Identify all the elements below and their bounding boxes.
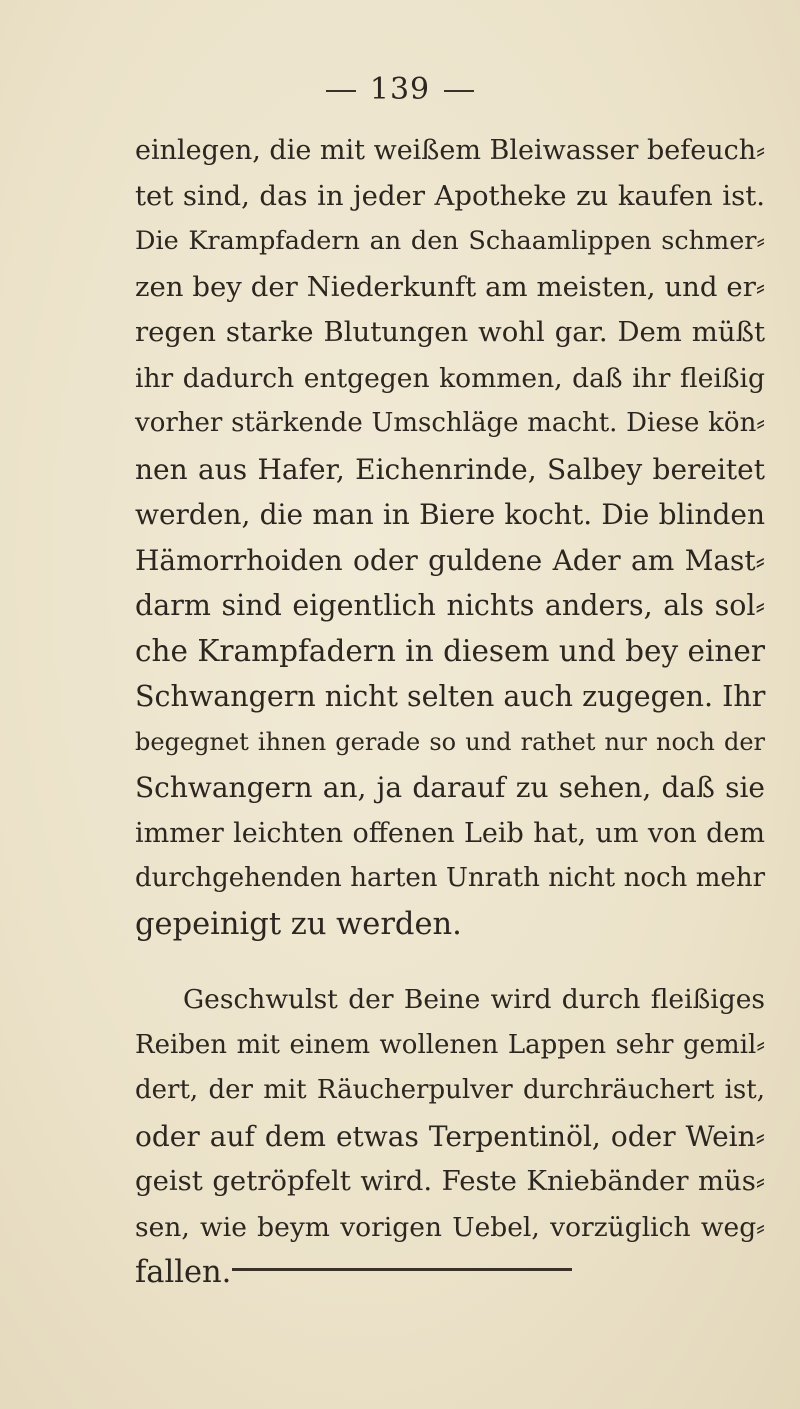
body-text (135, 128, 765, 1296)
text-line: zen bey der Niederkunft am meisten, und er⸗ (135, 270, 765, 303)
text-line: tet sind, das in jeder Apotheke zu kaufen ist. (135, 179, 765, 212)
text-line: einlegen, die mit weißem Bleiwasser befeuch⸗ (135, 135, 766, 166)
header-dash-left (326, 90, 356, 92)
paragraph-2 (135, 977, 765, 1296)
text-line: che Krampfadern in diesem und bey einer (135, 633, 765, 668)
text-line: dert, der mit Räucherpulver durchräuchert ist, (135, 1075, 765, 1105)
text-line: Die Krampfadern an den Schaamlippen schmer⸗ (135, 226, 765, 256)
text-line: immer leichten offenen Leib hat, um von dem (135, 817, 765, 849)
text-line: oder auf dem etwas Terpentinöl, oder Wein⸗ (135, 1119, 765, 1153)
text-line: darm sind eigentlich nichts anders, als sol⸗ (135, 589, 765, 622)
text-line: sen, wie beym vorigen Uebel, vorzüglich weg⸗ (135, 1211, 765, 1243)
paragraph-1 (135, 128, 765, 947)
text-line: ihr dadurch entgegen kommen, daß ihr fleißig (135, 362, 765, 394)
text-line: durchgehenden harten Unrath nicht noch mehr (135, 863, 765, 893)
text-line: begegnet ihnen gerade so und rathet nur noch der (135, 727, 765, 756)
page-header (0, 72, 800, 107)
text-line: werden, die man in Biere kocht. Die blinden (135, 498, 765, 531)
text-line: nen aus Hafer, Eichenrinde, Salbey bereitet (135, 452, 765, 486)
text-line: Geschwulst der Beine wird durch fleißiges (183, 984, 765, 1015)
text-line: regen starke Blutungen wohl gar. Dem müßt (135, 316, 765, 348)
text-line: Schwangern nicht selten auch zugegen. Ihr (135, 680, 766, 713)
text-line: vorher stärkende Umschläge macht. Diese kön⸗ (135, 408, 765, 438)
section-divider-rule (232, 1268, 572, 1271)
page-number: 139 (369, 72, 431, 107)
text-line: gepeinigt zu werden. (135, 906, 462, 942)
paragraph-spacer (135, 947, 765, 977)
text-line: Hämorrhoiden oder guldene Ader am Mast⸗ (135, 543, 765, 577)
text-line: Schwangern an, ja darauf zu sehen, daß sie (135, 771, 765, 804)
text-line: Reiben mit einem wollenen Lappen sehr gemil⸗ (135, 1029, 765, 1060)
text-line: fallen. (135, 1255, 232, 1290)
text-line: geist getröpfelt wird. Feste Kniebänder müs⸗ (135, 1165, 765, 1197)
header-dash-right (444, 90, 474, 92)
